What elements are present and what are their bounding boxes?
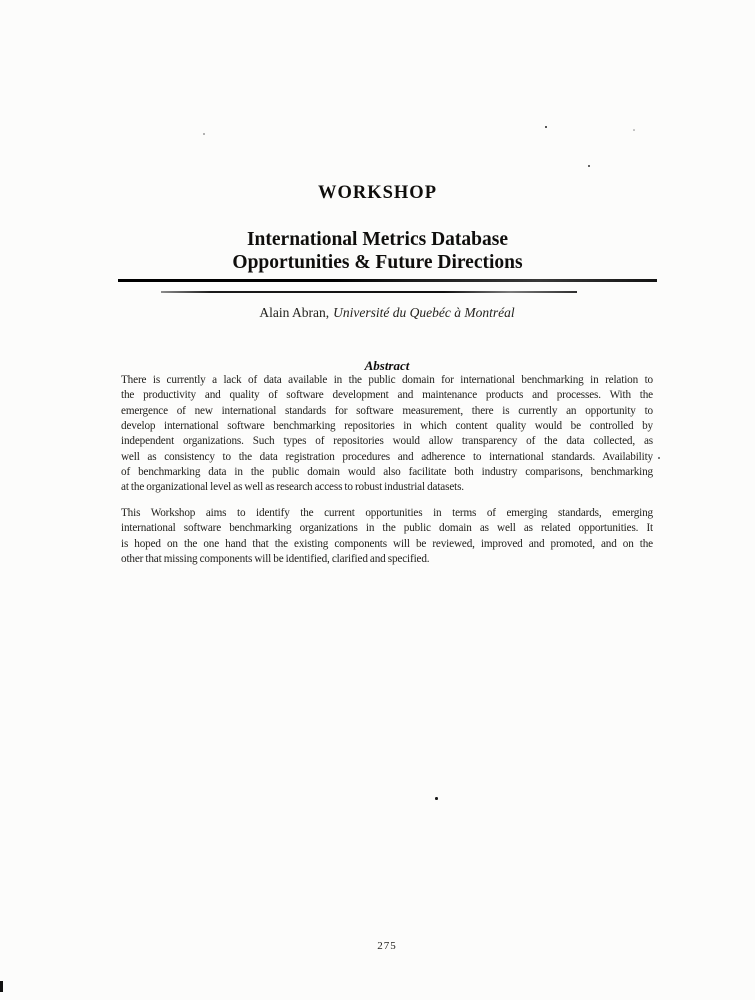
text-line: well as consistency to the data registration procedures and adherence to international standards. Availability	[121, 450, 653, 463]
abstract-heading: Abstract	[364, 358, 410, 373]
horizontal-rule-primary	[118, 279, 657, 282]
scan-edge-mark	[0, 981, 3, 992]
text-line: is hoped on the one hand that the existing components will be reviewed, improved and promoted, and on the	[121, 537, 653, 550]
workshop-aims-paragraph	[121, 506, 653, 567]
text-line: at the organizational level as well as research access to robust industrial datasets.	[121, 481, 464, 494]
author-name: Alain Abran,	[259, 305, 330, 320]
text-line: There is currently a lack of data available in the public domain for international benchmarking in relation to	[121, 374, 653, 386]
scan-speck	[633, 129, 635, 131]
text-line: develop international software benchmarking repositories in which content quality would be controlled by	[121, 420, 653, 433]
text-line: international software benchmarking organizations in the public domain as well as related opportunities. It	[121, 522, 653, 535]
scan-speck	[203, 133, 205, 135]
scan-speck	[588, 165, 590, 167]
text-line: other that missing components will be identified, clarified and specified.	[121, 553, 430, 566]
author-affiliation: Université du Quebéc à Montréal	[333, 305, 515, 320]
text-line: independent organizations. Such types of repositories would allow transparency of the data collected, as	[121, 435, 653, 448]
author-line	[121, 305, 653, 321]
text-line: the productivity and quality of software development and maintenance products and processes. With the	[121, 389, 653, 402]
paper-title-line1: International Metrics Database	[246, 229, 509, 250]
scan-speck	[658, 457, 660, 459]
text-line: of benchmarking data in the public domain would also facilitate both industry comparisons, benchmarking	[121, 466, 653, 479]
text-line: This Workshop aims to identify the current opportunities in terms of emerging standards, emerging	[121, 507, 653, 519]
paper-title	[0, 229, 755, 274]
scan-speck	[435, 797, 438, 800]
paper-title-line2: Opportunities & Future Directions	[232, 251, 523, 273]
abstract-paragraph	[121, 373, 653, 496]
scan-speck	[545, 126, 547, 128]
workshop-heading: WORKSHOP	[317, 183, 437, 203]
page-number: 275	[377, 940, 397, 952]
text-line: emergence of new international standards for software measurement, there is currently an opportunity to	[121, 404, 653, 417]
horizontal-rule-secondary	[161, 291, 577, 293]
